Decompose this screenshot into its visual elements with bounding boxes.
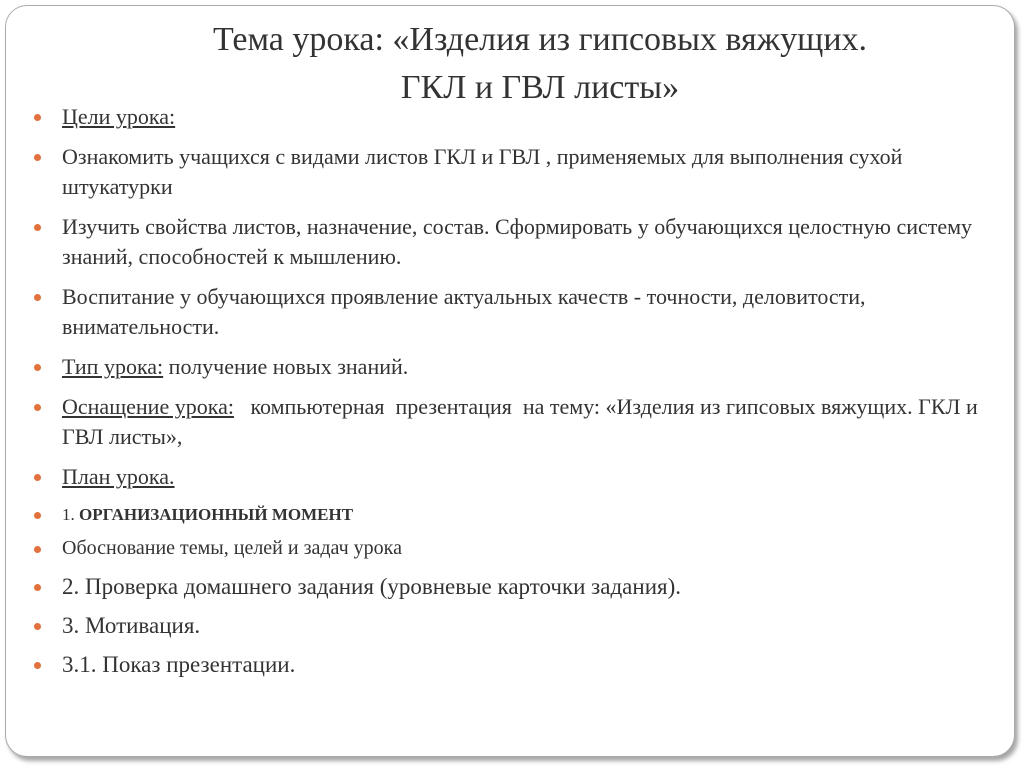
goal-1-text: Ознакомить учащихся с видами листов ГКЛ и ГВЛ , применяемых для выполнения сухой штукатурки (62, 144, 903, 199)
goal-2-text: Изучить свойства листов, назначение, состав. Сформировать у обучающихся целостную систему знаний, способностей к мышлению. (62, 214, 973, 269)
list-item-goal-3 (30, 282, 990, 342)
list-item-goals (30, 102, 990, 132)
step-3-1-text: 3.1. Показ презентации. (62, 652, 296, 677)
bullet-icon (34, 154, 41, 161)
bullet-icon (34, 512, 41, 519)
lesson-type-label: Тип урока: (62, 354, 164, 379)
list-item-plan (30, 462, 990, 492)
justification-text: Обоснование темы, целей и задач урока (62, 537, 402, 559)
goal-3-text: Воспитание у обучающихся проявление актуальных качеств - точности, деловитости, внимательности. (62, 284, 866, 339)
list-item-step-3-1 (30, 650, 990, 680)
bullet-icon (34, 623, 41, 630)
bullet-icon (34, 546, 41, 553)
bullet-list (30, 102, 990, 689)
list-item-goal-2 (30, 212, 990, 272)
list-item-step-3 (30, 611, 990, 641)
equipment-label: Оснащение урока: (62, 394, 234, 419)
step-3-text: 3. Мотивация. (62, 613, 201, 638)
lesson-type-text: получение новых знаний. (163, 354, 409, 379)
list-item-goal-1 (30, 142, 990, 202)
bullet-icon (34, 404, 41, 411)
bullet-icon (34, 364, 41, 371)
list-item-step-2 (30, 572, 990, 602)
bullet-icon (34, 114, 41, 121)
plan-label: План урока. (62, 464, 175, 489)
bullet-icon (34, 662, 41, 669)
list-item-step-1 (30, 502, 990, 528)
bullet-icon (34, 224, 41, 231)
list-item-lesson-type (30, 352, 990, 382)
slide-title (130, 16, 950, 112)
step-2-text: 2. Проверка домашнего задания (уровневые карточки задания). (62, 574, 681, 599)
step-1-number: 1. (62, 505, 79, 524)
step-1-text: ОРГАНИЗАЦИОННЫЙ МОМЕНТ (79, 505, 354, 524)
list-item-justification (30, 534, 990, 562)
list-item-equipment (30, 392, 990, 452)
bullet-icon (34, 474, 41, 481)
goals-label: Цели урока: (62, 104, 176, 129)
bullet-icon (34, 294, 41, 301)
title-line-1: Тема урока: «Изделия из гипсовых вяжущих. (212, 21, 868, 58)
bullet-icon (34, 584, 41, 591)
title-line-2: ГКЛ и ГВЛ листы» (400, 69, 680, 106)
equipment-text: компьютерная презентация на тему: «Изделия из гипсовых вяжущих. ГКЛ и ГВЛ листы», (62, 394, 984, 449)
